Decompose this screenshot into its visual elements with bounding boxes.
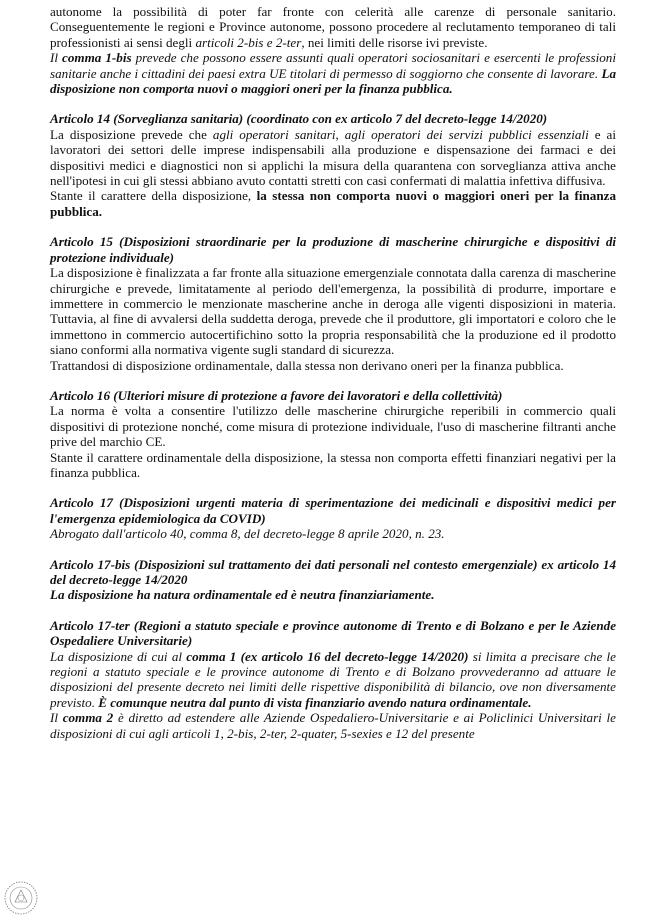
document-page: [50, 4, 616, 756]
article-16-financial-note: Stante il carattere ordinamentale della disposizione, la stessa non comporta effetti finanziari negativi per la finanza pubblica.: [50, 449, 616, 480]
article-16-section: [50, 388, 616, 480]
article-14-paragraph: La disposizione prevede che agli operatori sanitari, agli operatori dei servizi pubblici essenziali e ai lavoratori dei settori delle imprese indispensabili alla produzione e dispensazione dei farmaci e dei dispositivi medici e diagnostici non si applichi la misura della quarantena con sorveglianza attiva anche nell'ipotesi in cui gli stessi abbiano avuto contatti stretti con casi confermati di malattia infettiva diffusiva.: [50, 126, 617, 189]
intro-paragraph: autonome la possibilità di poter far fronte con celerità alle carenze di personale sanitario. Conseguentemente le regioni e Province autonome, possono procedere al reclutamento temporaneo di tali professionisti ai sensi degli articoli 2-bis e 2-ter, nei limiti delle risorse ivi previste.: [50, 4, 616, 50]
article-16-paragraph: La norma è volta a consentire l'utilizzo delle mascherine chirurgiche reperibili in commercio quali dispositivi di protezione nonché, come misura di protezione individuale, l'uso di mascherine filtranti anche prive del marchio CE.: [50, 403, 616, 450]
article-15-heading: Articolo 15 (Disposizioni straordinarie per la produzione di mascherine chirurgiche e dispositivi di protezione individuale): [50, 234, 616, 265]
article-14-heading: Articolo 14 (Sorveglianza sanitaria) (coordinato con ex articolo 7 del decreto-legge 14/2020): [50, 111, 548, 127]
article-17bis-heading: Articolo 17-bis (Disposizioni sul trattamento dei dati personali nel contesto emergenziale) ex articolo 14 del decreto-legge 14/2020: [50, 556, 616, 587]
article-17ter-paragraph: La disposizione di cui al comma 1 (ex articolo 16 del decreto-legge 14/2020) si limita a precisare che le regioni a statuto speciale e le province autonome di Trento e di Bolzano provvederanno ad attuare le disposizioni del presente decreto nei limiti delle rispettive disponibilità di bilancio, ove non diversamente previsto. È comunque neutra dal punto di vista finanziario avendo natura ordinamentale.: [50, 648, 616, 710]
article-17ter-section: [50, 618, 616, 741]
article-14-financial-note: Stante il carattere della disposizione, la stessa non comporta nuovi o maggiori oneri per la finanza pubblica.: [50, 188, 616, 219]
intro-section: [50, 4, 616, 96]
article-15-financial-note: Trattandosi di disposizione ordinamentale, dalla stessa non derivano oneri per la finanza pubblica.: [50, 357, 564, 373]
article-17bis-section: [50, 557, 616, 603]
article-15-paragraph: La disposizione è finalizzata a far fronte alla situazione emergenziale connotata dalla carenza di mascherine chirurgiche e prevede, limitatamente al periodo dell'emergenza, la possibilità di produrre, importare e immettere in commercio le menzionate mascherine anche in deroga alle vigenti disposizioni in materia. Tuttavia, al fine di avvalersi della suddetta deroga, prevede che il produttore, gli importatori e coloro che le immettono in commercio autocertifichino sotto la propria responsabilità che la produzione ed il prodotto siano conformi alla normativa vigente sugli standard di sicurezza.: [50, 265, 616, 358]
article-17ter-heading: Articolo 17-ter (Regioni a statuto speciale e province autonome di Trento e di Bolzano e per le Aziende Ospedaliere Universitarie): [50, 617, 616, 649]
article-17bis-paragraph: La disposizione ha natura ordinamentale ed è neutra finanziariamente.: [50, 587, 435, 603]
article-14-section: [50, 111, 616, 219]
article-17-heading: Articolo 17 (Disposizioni urgenti materia di sperimentazione dei medicinali e dispositivi medici per l'emergenza epidemiologica da COVID): [50, 495, 616, 526]
article-17-section: [50, 495, 616, 541]
official-stamp-icon: [3, 878, 39, 918]
article-16-heading: Articolo 16 (Ulteriori misure di protezione a favore dei lavoratori e della collettività): [50, 387, 503, 403]
article-17ter-comma-2-paragraph: Il comma 2 è diretto ad estendere alle Aziende Ospedaliero-Universitarie e ai Policlinici Universitari le disposizioni di cui agli articoli 1, 2-bis, 2-ter, 2-quater, 5-sexies e 12 del presente: [50, 710, 616, 741]
article-17-paragraph: Abrogato dall'articolo 40, comma 8, del decreto-legge 8 aprile 2020, n. 23.: [50, 526, 445, 542]
intro-comma-1bis-paragraph: Il comma 1-bis prevede che possono essere assunti quali operatori sociosanitari e esercenti le professioni sanitarie anche i cittadini dei paesi extra UE titolari di permesso di soggiorno che consente di lavorare. La disposizione non comporta nuovi o maggiori oneri per la finanza pubblica.: [50, 50, 616, 97]
article-15-section: [50, 234, 616, 373]
